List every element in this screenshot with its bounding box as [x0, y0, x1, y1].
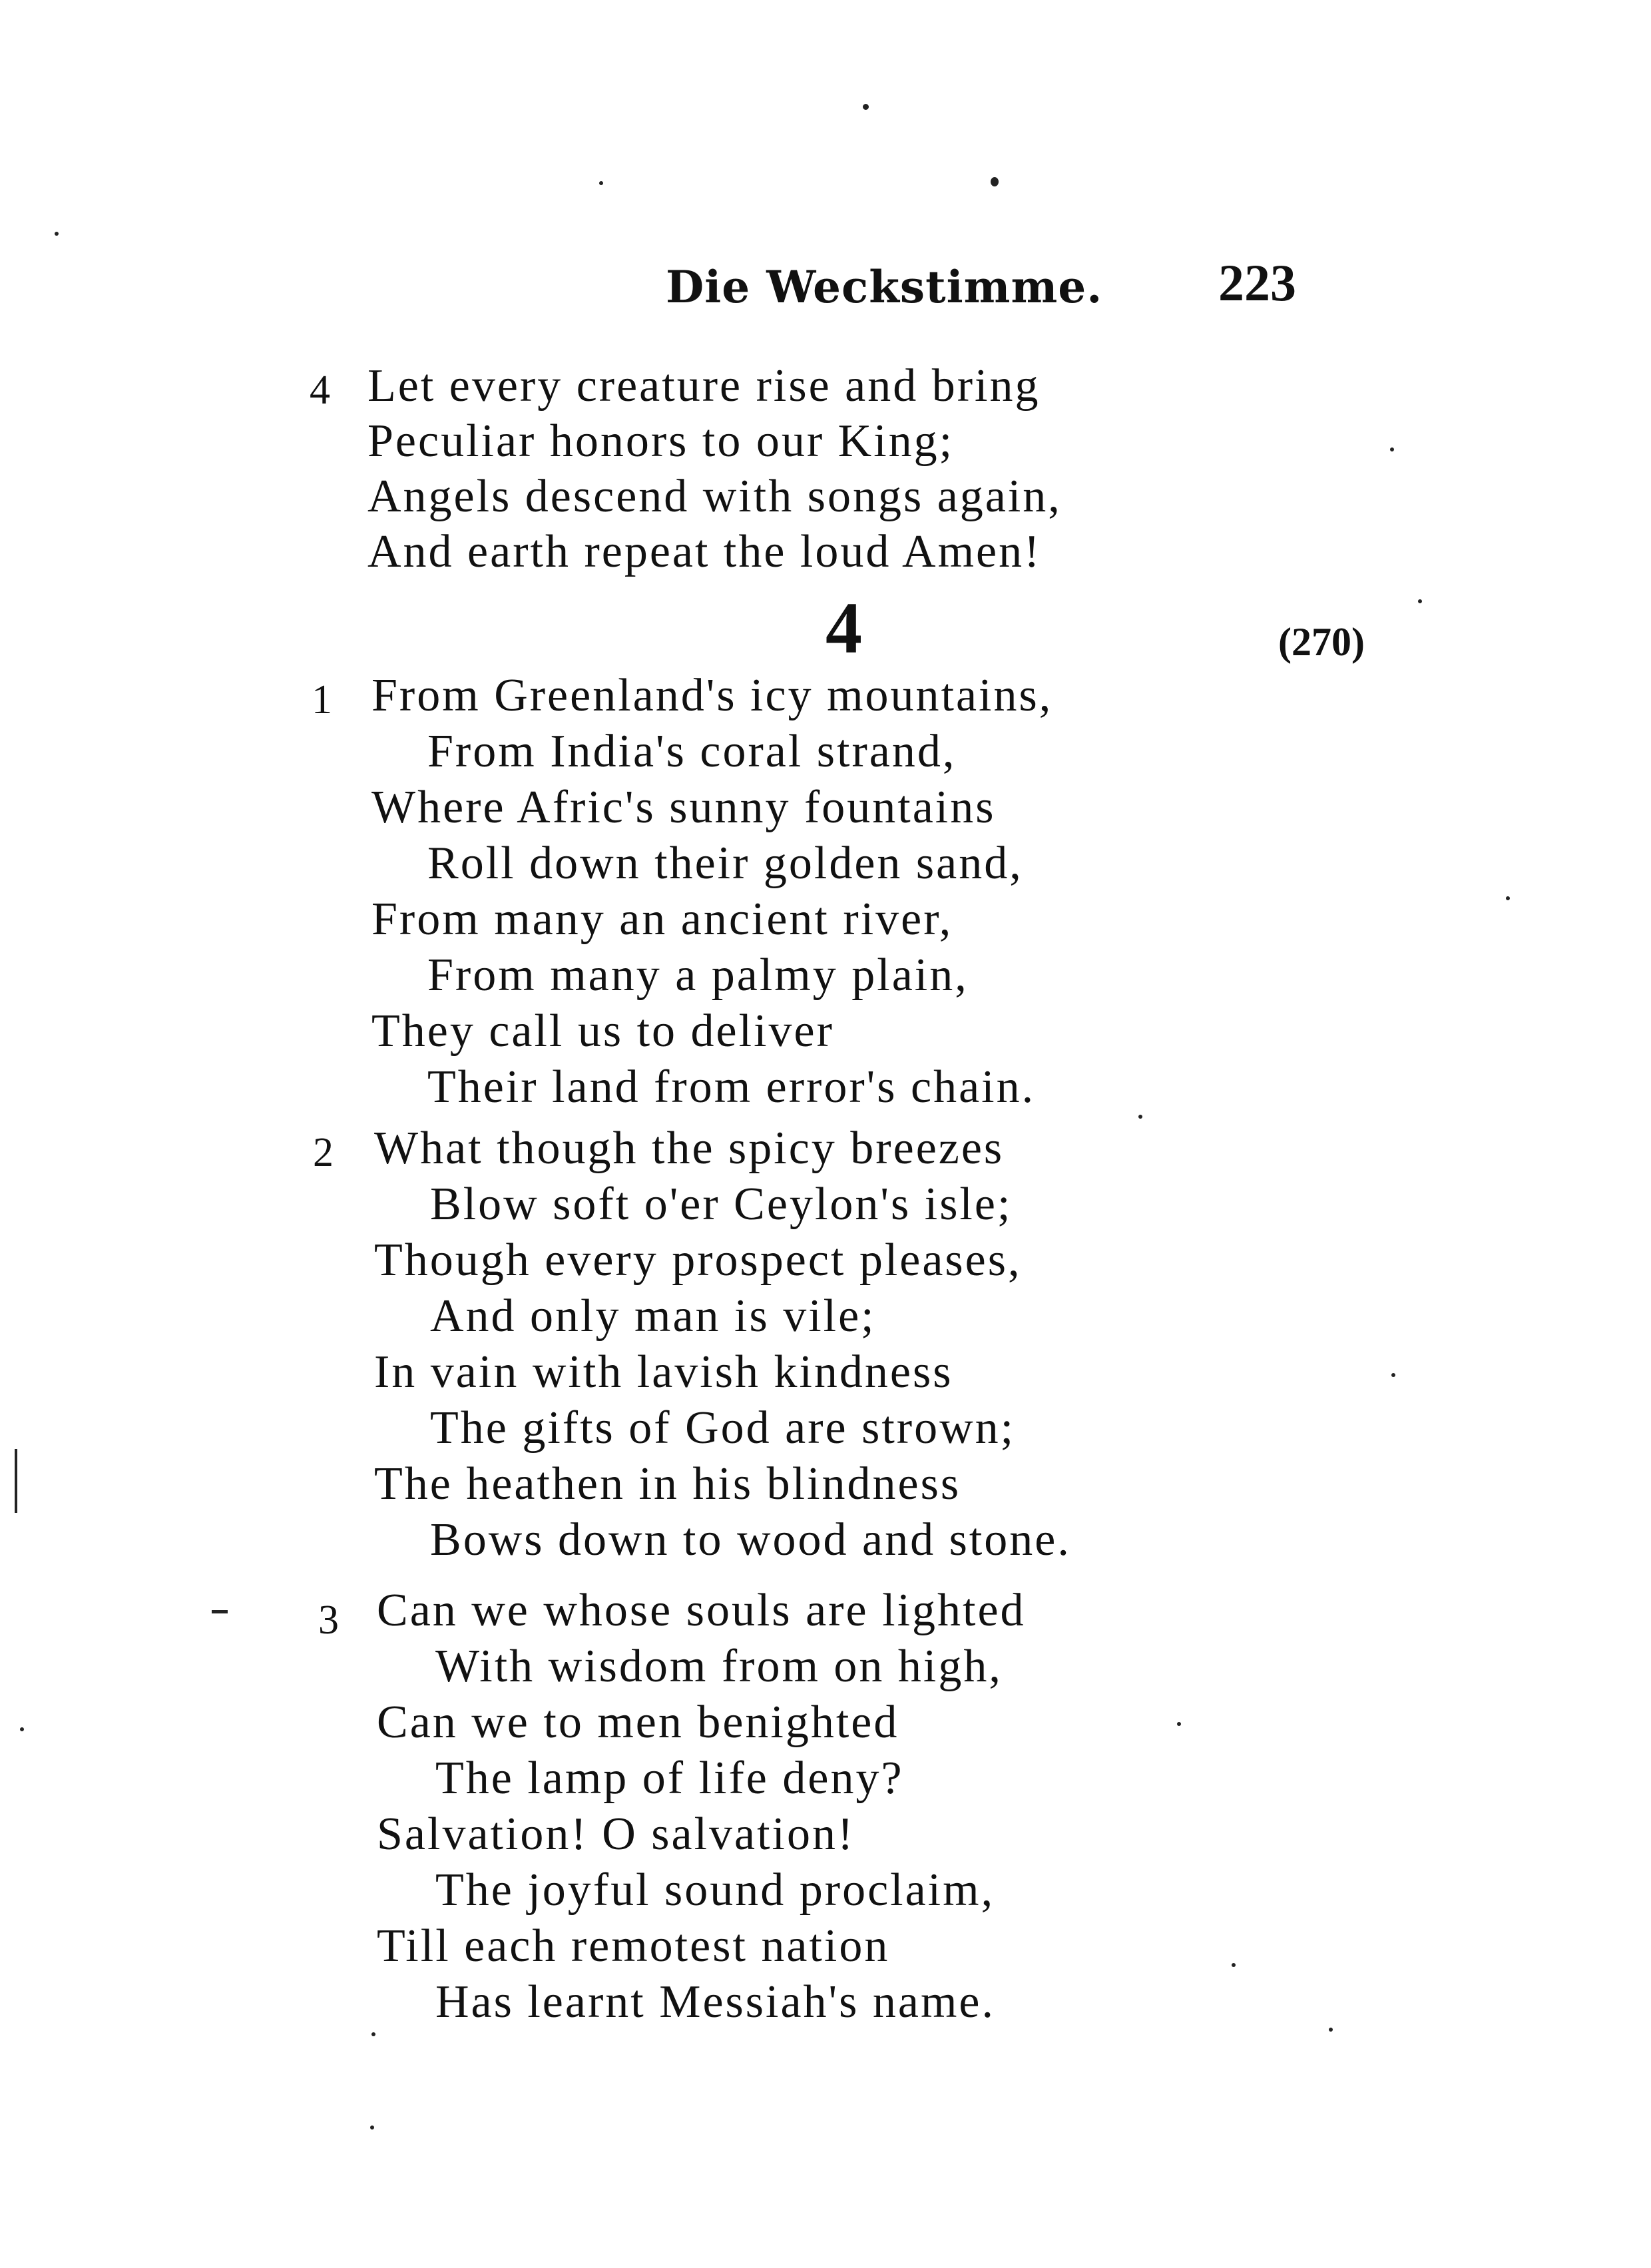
- scan-speck: [599, 181, 603, 185]
- verse-line: And only man is vile;: [430, 1290, 876, 1342]
- scan-speck: [863, 104, 869, 110]
- verse-line: Peculiar honors to our King;: [367, 416, 955, 467]
- scan-mark: [15, 1449, 17, 1513]
- verse-line: From India's coral strand,: [427, 726, 957, 777]
- verse-line: Their land from error's chain.: [427, 1061, 1036, 1113]
- verse-number: 1: [312, 677, 332, 722]
- scan-speck: [1391, 1373, 1395, 1377]
- verse-line: Let every creature rise and bring: [367, 360, 1041, 412]
- verse-line: They call us to deliver: [371, 1005, 834, 1057]
- hymn-number: 4: [826, 587, 862, 669]
- verse-line: From Greenland's icy mountains,: [371, 670, 1053, 721]
- scan-speck: [1177, 1722, 1181, 1726]
- verse-line: From many a palmy plain,: [427, 950, 969, 1001]
- verse-line: Where Afric's sunny fountains: [371, 782, 996, 833]
- verse-line: Can we whose souls are lighted: [377, 1585, 1026, 1636]
- verse-line: The heathen in his blindness: [374, 1458, 961, 1510]
- scan-speck: [1418, 599, 1422, 603]
- verse-line: From many an ancient river,: [371, 894, 953, 945]
- verse-line: The joyful sound proclaim,: [435, 1864, 995, 1916]
- verse-line: Can we to men benighted: [377, 1697, 899, 1748]
- verse-line: And earth repeat the loud Amen!: [367, 526, 1042, 577]
- scan-speck: [1506, 896, 1510, 900]
- running-head: Die Weckstimme.: [666, 261, 1103, 313]
- verse-line: Roll down their golden sand,: [427, 838, 1023, 889]
- page-number: 223: [1218, 254, 1296, 312]
- verse-number: 2: [313, 1130, 334, 1175]
- verse-number: 4: [310, 368, 330, 413]
- verse-line: The lamp of life deny?: [435, 1753, 904, 1804]
- verse-line: Angels descend with songs again,: [367, 471, 1062, 522]
- scan-speck: [1138, 1115, 1142, 1119]
- verse-line: What though the spicy breezes: [374, 1123, 1005, 1174]
- verse-line: Bows down to wood and stone.: [430, 1514, 1071, 1565]
- verse-line: In vain with lavish kindness: [374, 1346, 953, 1398]
- scan-speck: [55, 232, 59, 236]
- verse-line: Though every prospect pleases,: [374, 1235, 1022, 1286]
- scan-speck: [20, 1727, 24, 1731]
- scan-mark: [212, 1610, 228, 1613]
- verse-line: Till each remotest nation: [377, 1920, 890, 1972]
- verse-line: With wisdom from on high,: [435, 1641, 1003, 1692]
- verse-line: The gifts of God are strown;: [430, 1402, 1016, 1454]
- scan-speck: [371, 2032, 375, 2036]
- scan-speck: [1329, 2028, 1333, 2032]
- verse-number: 3: [318, 1597, 339, 1643]
- hymn-reference: (270): [1278, 620, 1365, 664]
- scan-speck: [1232, 1963, 1236, 1967]
- scan-speck: [991, 177, 999, 186]
- scan-speck: [370, 2126, 374, 2129]
- verse-line: Blow soft o'er Ceylon's isle;: [430, 1179, 1013, 1230]
- verse-line: Salvation! O salvation!: [377, 1809, 855, 1860]
- scan-speck: [1390, 447, 1394, 451]
- verse-line: Has learnt Messiah's name.: [435, 1976, 995, 2028]
